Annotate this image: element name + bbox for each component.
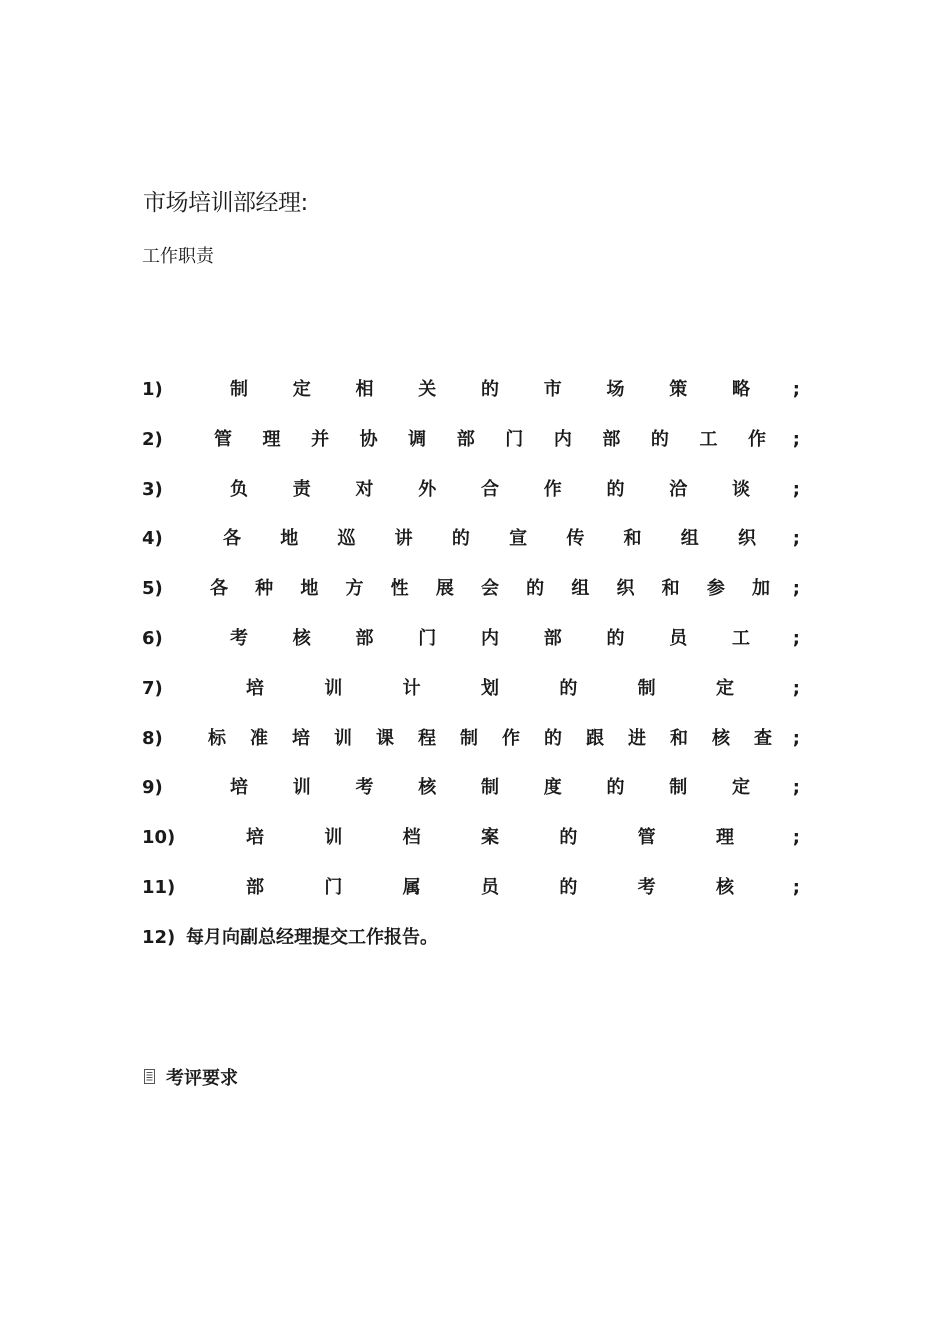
list-item-number: 2) [142,428,163,450]
list-item-text: 负 责 对 外 合 作 的 洽 谈 [230,478,750,500]
list-item-semicolon: ; [792,727,800,749]
list-item-semicolon: ; [792,876,800,898]
list-item-number: 8) [142,727,163,749]
list-item [142,376,802,426]
list-item-semicolon: ; [792,478,800,500]
list-item-text: 各 地 巡 讲 的 宣 传 和 组 织 [223,528,756,550]
list-item-semicolon: ; [792,578,800,600]
list-item-text: 管 理 并 协 调 部 门 内 部 的 工 作 [214,428,766,450]
list-item [142,675,802,725]
list-item-number: 12) [142,926,176,948]
page-title: 市场培训部经理: [143,190,308,216]
list-item-semicolon: ; [792,379,800,400]
list-item [142,625,802,675]
list-item-number: 3) [142,478,163,500]
list-item-semicolon: ; [792,627,800,649]
evaluation-label: 考评要求 [166,1068,238,1089]
list-item [142,525,802,575]
list-item-semicolon: ; [792,528,800,550]
list-item [142,476,802,526]
list-item-semicolon: ; [792,428,800,450]
list-item-number: 4) [142,528,163,550]
list-item-text: 制 定 相 关 的 市 场 策 略 [230,379,750,400]
list-item [142,874,802,924]
list-item-semicolon: ; [792,827,800,849]
list-item-text: 培 训 计 划 的 制 定 [246,677,734,699]
list-item [142,725,802,775]
list-item-text: 考 核 部 门 内 部 的 员 工 [230,627,750,649]
list-item-text: 培 训 档 案 的 管 理 [246,827,734,849]
list-item-number: 1) [142,379,163,400]
list-item-semicolon: ; [792,777,800,799]
document-icon [143,1067,157,1087]
section-heading-duties: 工作职责 [142,246,214,267]
list-item-number: 7) [142,677,163,699]
list-item [142,575,802,625]
list-item [142,924,802,974]
list-item-text: 培 训 考 核 制 度 的 制 定 [230,777,750,799]
list-item-text: 标 准 培 训 课 程 制 作 的 跟 进 和 核 查 [208,727,772,749]
list-item-number: 5) [142,578,163,600]
list-item-number: 6) [142,627,163,649]
section-heading-evaluation [143,1064,238,1090]
list-item [142,824,802,874]
list-item [142,426,802,476]
list-item-text: 部 门 属 员 的 考 核 [246,876,734,898]
list-item-number: 9) [142,777,163,799]
list-item-text: 每月向副总经理提交工作报告。 [186,926,438,948]
list-item-text: 各 种 地 方 性 展 会 的 组 织 和 参 加 [210,578,770,600]
list-item-number: 10) [142,827,176,849]
list-item [142,774,802,824]
list-item-number: 11) [142,876,176,898]
duty-list [142,376,802,974]
list-item-semicolon: ; [792,677,800,699]
